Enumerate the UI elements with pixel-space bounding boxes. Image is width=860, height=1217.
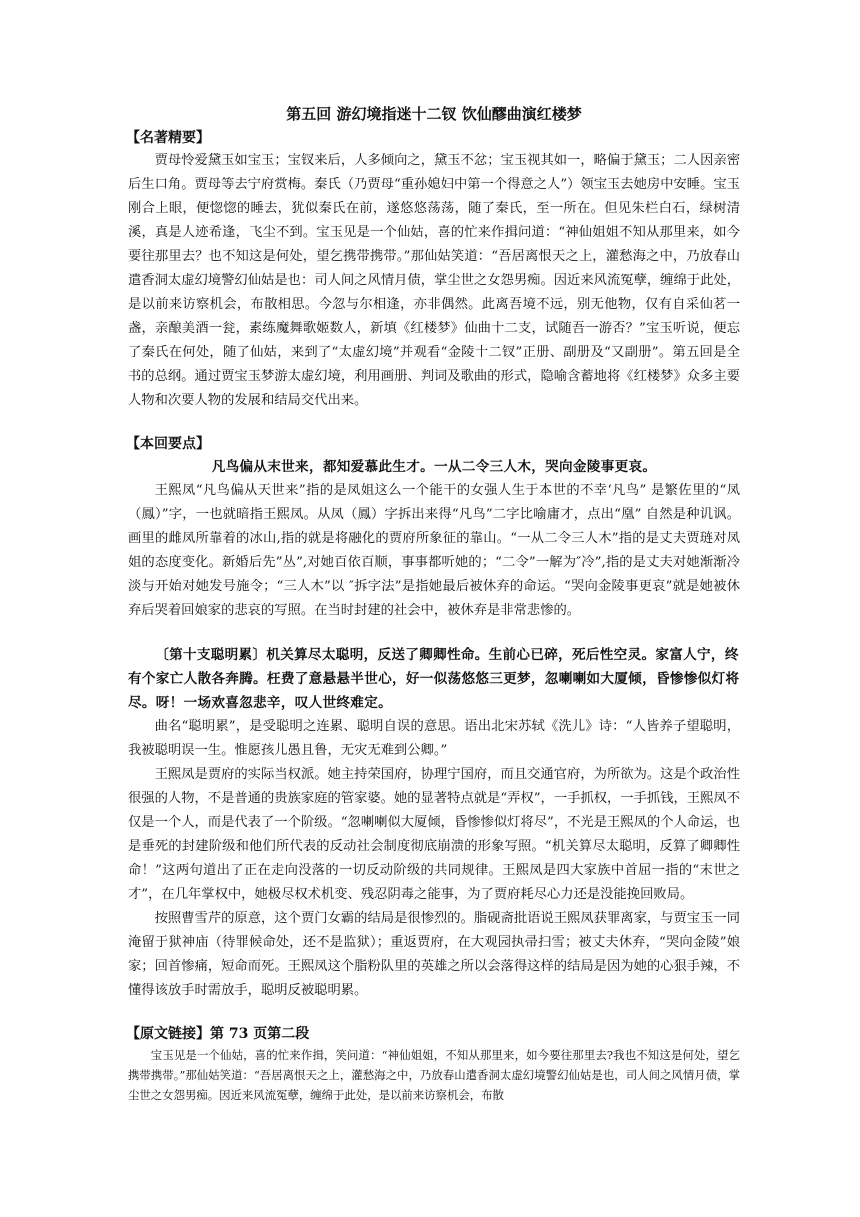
source-excerpt: 宝玉见是一个仙姑，喜的忙来作揖，笑问道：“神仙姐姐，不知从那里来，如今要往那里去?我也不知这是何处，望乞携带携带。”那仙姑笑道：“吾居离恨天之上，灌愁海之中，乃放春山遣香洞太虚幻境警幻仙姑是也，司人间之风情月债，掌尘世之女怨男痴。因近来风流冤孽，缠绵于此处，是以前来访察机会，布散 [128,1048,740,1102]
analysis-paragraph-1: 曲名“聪明累”，是受聪明之连累、聪明自误的意思。语出北宋苏轼《洗儿》诗：“人皆养子望聪明，我被聪明误一生。惟愿孩儿愚且鲁，无灾无难到公卿。” [128,719,740,758]
verse-judgment: 凡鸟偏从末世来，都知爱慕此生才。一从二令三人木，哭向金陵事更哀。 [211,459,657,475]
analysis-paragraph-3: 按照曹雪芹的原意，这个贾门女霸的结局是很惨烈的。脂砚斋批语说王熙凤获罪离家，与贾宝玉一同淹留于狱神庙（待罪候命处，还不是监狱）；重返贾府，在大观园执帚扫雪；被丈夫休弃，“哭向金陵”娘家；回首惨痛，短命而死。王熙凤这个脂粉队里的英雄之所以会落得这样的结局是因为她的心狠手辣，不懂得该放手时需放手，聪明反被聪明累。 [128,911,740,998]
section-heading-source-link: 【原文链接】第 73 页第二段 [126,1026,310,1042]
summary-paragraph: 贾母怜爱黛玉如宝玉；宝钗来后，人多倾向之，黛玉不忿；宝玉视其如一，略偏于黛玉；二人因亲密后生口角。贾母等去宁府赏梅。秦氏（乃贾母“重孙媳妇中第一个得意之人”）领宝玉去她房中安睡。宝玉刚合上眼，便惚惚的睡去，犹似秦氏在前，遂悠悠荡荡，随了秦氏，至一所在。但见朱栏白石，绿树清溪，真是人迹希逢，飞尘不到。宝玉见是一个仙姑，喜的忙来作揖问道：“神仙姐姐不知从那里来，如今要往那里去？也不知这是何处，望乞携带携带。”那仙姑笑道：“吾居离恨天之上，灌愁海之中，乃放春山遣香洞太虚幻境警幻仙姑是也：司人间之风情月债，掌尘世之女怨男痴。因近来风流冤孽，缠绵于此处，是以前来访察机会，布散相思。今忽与尔相逢，亦非偶然。此离吾境不远，别无他物，仅有自采仙茗一盏，亲酿美酒一瓮，素练魔舞歌姬数人，新填《红楼梦》仙曲十二支，试随吾一游否？”宝玉听说，便忘了秦氏在何处，随了仙姑，来到了“太虚幻境”并观看“金陵十二钗”正册、副册及“又副册”。第五回是全书的总纲。通过贾宝玉梦游太虚幻境，利用画册、判词及歌曲的形式，隐喻含蓄地将《红楼梦》众多主要人物和次要人物的发展和结局交代出来。 [128,153,740,408]
section-heading-key-points: 【本回要点】 [126,436,210,452]
section-heading-summary: 【名著精要】 [126,130,210,146]
key-points-paragraph: 王熙凤“凡鸟偏从天世来”指的是凤姐这么一个能干的女强人生于本世的不幸‘凡鸟” 是繁佐里的“凤（鳳）”字，一也就暗指王熙凤。从凤（鳳）字拆出来得“凡鸟”二字比喻庸才，点出“凰” 自然是种讥讽。画里的雌凤所靠着的冰山,指的就是将融化的贾府所象征的靠山。“一从二令三人木”指的是丈夫贾琏对凤姐的态度变化。新婚后先”丛”,对她百依百顺，事事都听她的；“二令”一解为″冷”,指的是丈夫对她渐渐冷淡与开始对她发号施令；“三人木”以 ″拆字法”是指她最后被休弃的命运。“哭向金陵事更哀”就是她被休弃后哭着回娘家的悲哀的写照。在当时封建的社会中，被休弃是非常悲惨的。 [128,483,740,618]
verse-cong-ming-lei: 〔第十支聪明累〕机关算尽太聪明，反送了卿卿性命。生前心已碎，死后性空灵。家富人宁，终有个家亡人散各奔腾。枉费了意悬悬半世心，好一似荡悠悠三更梦，忽喇喇如大厦倾，昏惨惨似灯将尽。呀！一场欢喜忽悲辛，叹人世终难定。 [128,647,740,711]
analysis-paragraph-2: 王熙凤是贾府的实际当权派。她主持荣国府，协理宁国府，而且交通官府，为所欲为。这是个政治性很强的人物，不是普通的贵族家庭的管家婆。她的显著特点就是“弄权”，一手抓权，一手抓钱，王熙凤不仅是一个人，而是代表了一个阶级。“忽喇喇似大厦倾，昏惨惨似灯将尽”，不光是王熙凤的个人命运，也是垂死的封建阶级和他们所代表的反动社会制度彻底崩溃的形象写照。“机关算尽太聪明，反算了卿卿性命！”这两句道出了正在走向没落的一切反动阶级的共同规律。王熙凤是四大家族中首屈一指的“末世之才”，在几年掌权中，她极尽权术机变、残忍阴毒之能事，为了贾府耗尽心力还是没能挽回败局。 [128,767,740,902]
chapter-title: 第五回 游幻境指迷十二钗 饮仙醪曲演红楼梦 [286,105,582,123]
document-body [128,103,740,1105]
